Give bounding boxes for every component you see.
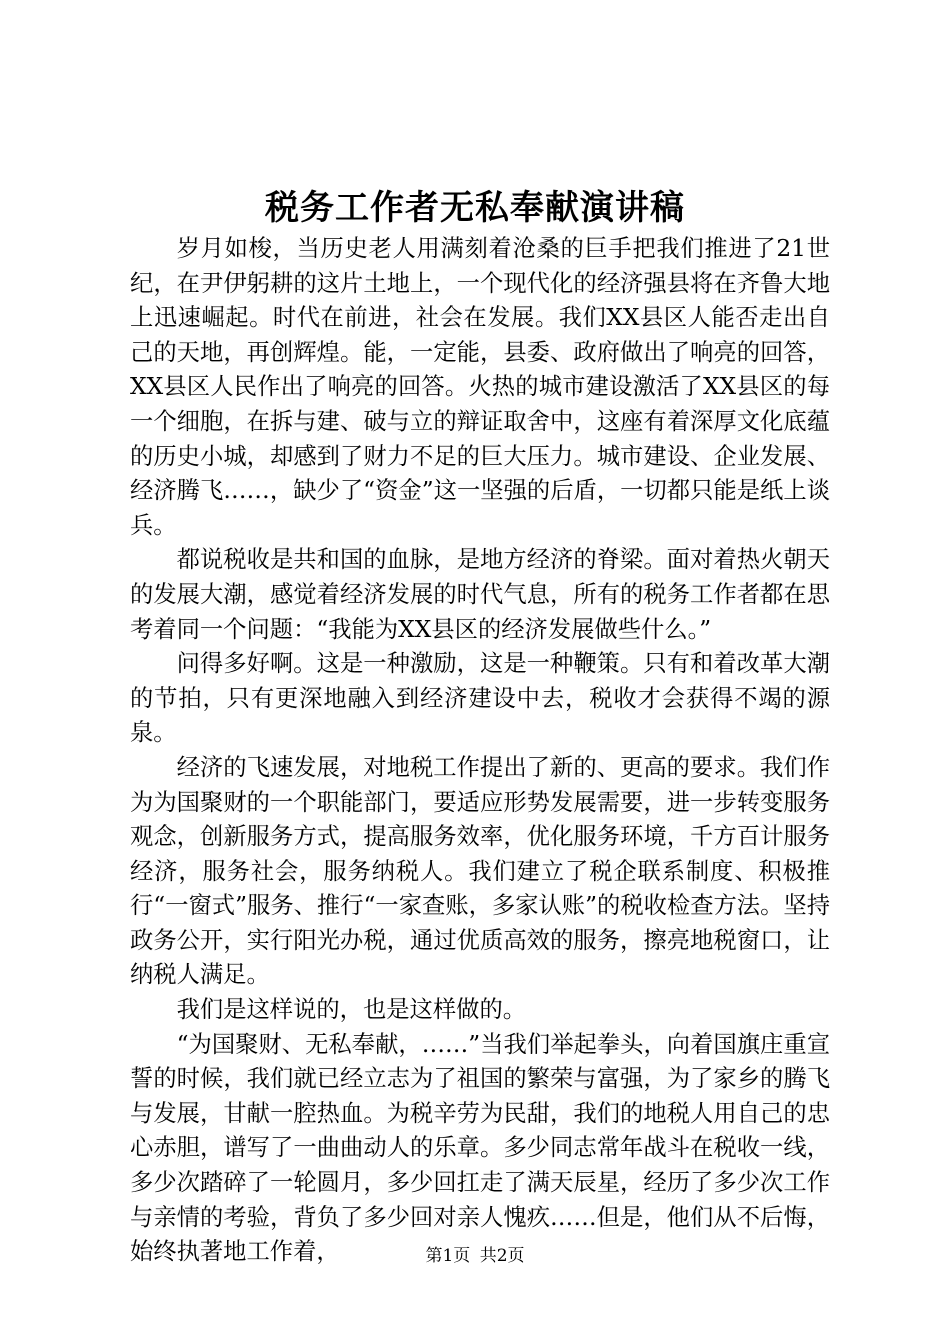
paragraph: 都说税收是共和国的血脉，是地方经济的脊梁。面对着热火朝天的发展大潮，感觉着经济发展的时代气息，所有的税务工作者都在思考着同一个问题：“我能为XX县区的经济发展做些什么。” <box>130 546 830 643</box>
paragraph: 我们是这样说的，也是这样做的。 <box>176 996 527 1024</box>
paragraph: 问得多好啊。这是一种激励，这是一种鞭策。只有和着改革大潮的节拍，只有更深地融入到经济建设中去，税收才会获得不竭的源泉。 <box>130 650 830 747</box>
page-footer <box>0 1245 950 1267</box>
document-body <box>130 232 830 1270</box>
page-number: 第1页 <box>425 1246 471 1266</box>
paragraph: “为国聚财、无私奉献，……”当我们举起拳头，向着国旗庄重宣誓的时候，我们就已经立志为了祖国的繁荣与富强，为了家乡的腾飞与发展，甘献一腔热血。为税辛劳为民甜，我们的地税人用自己的忠心赤胆，谱写了一曲曲动人的乐章。多少同志常年战斗在税收一线，多少次踏碎了一轮圆月，多少回扛走了满天辰星，经历了多少次工作与亲情的考验，背负了多少回对亲人愧疚……但是，他们从不后悔，始终执著地工作着， <box>130 1030 830 1266</box>
paragraph: 经济的飞速发展，对地税工作提出了新的、更高的要求。我们作为为国聚财的一个职能部门，要适应形势发展需要，进一步转变服务观念，创新服务方式，提高服务效率，优化服务环境，千方百计服务经济，服务社会，服务纳税人。我们建立了税企联系制度、积极推行“一窗式”服务、推行“一家查账，多家认账”的税收检查方法。坚持政务公开，实行阳光办税，通过优质高效的服务，擦亮地税窗口，让纳税人满足。 <box>130 753 830 989</box>
page-title: 税务工作者无私奉献演讲稿 <box>265 188 685 228</box>
page-total: 共2页 <box>479 1246 525 1266</box>
paragraph: 岁月如梭，当历史老人用满刻着沧桑的巨手把我们推进了21世纪，在尹伊躬耕的这片土地上，一个现代化的经济强县将在齐鲁大地上迅速崛起。时代在前进，社会在发展。我们XX县区人能否走出自己的天地，再创辉煌。能，一定能，县委、政府做出了响亮的回答，XX县区人民作出了响亮的回答。火热的城市建设激活了XX县区的每一个细胞，在拆与建、破与立的辩证取舍中，这座有着深厚文化底蕴的历史小城，却感到了财力不足的巨大压力。城市建设、企业发展、经济腾飞……，缺少了“资金”这一坚强的后盾，一切都只能是纸上谈兵。 <box>130 235 830 539</box>
